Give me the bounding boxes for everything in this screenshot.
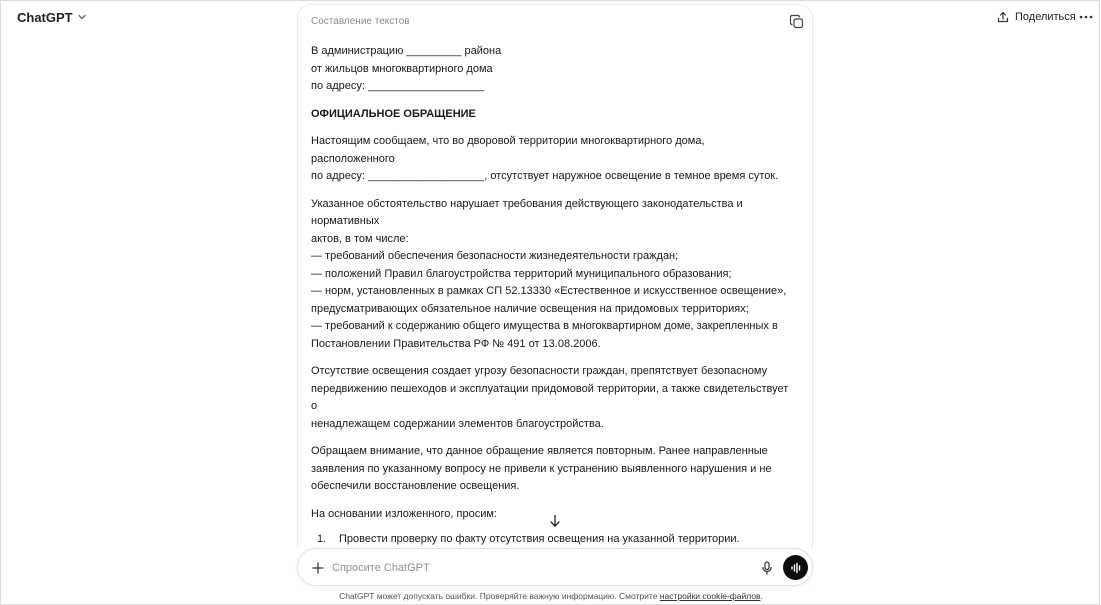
paragraph-line: — норм, установленных в рамках СП 52.13330 «Естественное и искусственное освещение»,	[311, 285, 787, 297]
add-attachment-button[interactable]	[308, 558, 328, 578]
copy-icon[interactable]	[789, 14, 805, 30]
chevron-down-icon	[77, 12, 87, 22]
plus-icon	[312, 562, 324, 574]
prompt-input[interactable]	[332, 558, 752, 578]
paragraph-line: передвижению пешеходов и эксплуатации придомовой территории, а также свидетельствует о	[311, 382, 789, 412]
arrow-down-icon	[549, 514, 561, 528]
paragraph-line: ненадлежащем содержании элементов благоустройства.	[311, 417, 604, 430]
paragraph-line: Обращаем внимание, что данное обращение является повторным. Ранее направленные	[311, 445, 768, 457]
more-icon	[1079, 15, 1093, 19]
paragraph-line: предусматривающих обязательное наличие освещения на придомовых территориях;	[311, 302, 749, 315]
dictate-button[interactable]	[758, 559, 776, 577]
mic-icon	[761, 561, 773, 575]
model-name: ChatGPT	[17, 9, 73, 25]
address-line: В администрацию _________ района	[311, 45, 502, 57]
paragraph-line: обеспечили восстановление освещения.	[311, 480, 520, 492]
address-line: по адресу: ___________________	[311, 80, 485, 92]
share-label: Поделиться	[1015, 11, 1076, 23]
paragraph-line: актов, в том числе:	[311, 232, 409, 245]
disclaimer-text: ChatGPT может допускать ошибки. Проверяйте важную информацию. Смотрите	[339, 591, 660, 601]
share-button[interactable]	[991, 6, 1082, 28]
canvas-panel	[297, 4, 813, 549]
paragraph-line: На основании изложенного, просим:	[311, 507, 497, 520]
address-line: от жильцов многоквартирного дома	[311, 62, 493, 75]
paragraph-line: Отсутствие освещения создает угрозу безопасности граждан, препятствует безопасному	[311, 365, 768, 377]
model-switcher[interactable]	[11, 7, 93, 27]
paragraph-line: — положений Правил благоустройства территорий муниципального образования;	[311, 267, 732, 280]
list-text: Провести проверку по факту отсутствия освещения на указанной территории.	[339, 533, 740, 545]
paragraph-line: — требований к содержанию общего имущества в многоквартирном доме, закрепленных в	[311, 320, 778, 332]
composer	[297, 548, 813, 586]
scroll-to-bottom-button[interactable]	[545, 511, 565, 531]
list-item	[311, 531, 789, 549]
list-number: 1.	[317, 533, 327, 545]
paragraph-line: Настоящим сообщаем, что во дворовой территории многоквартирного дома, расположенного	[311, 135, 705, 165]
cookie-settings-link[interactable]: настройки cookie-файлов	[659, 591, 761, 601]
canvas-title: Составление текстов	[311, 16, 410, 27]
voice-mode-icon	[790, 562, 802, 574]
paragraph-line: заявления по указанному вопросу не привели к устранению выявленного нарушения и не	[311, 462, 772, 475]
disclaimer-end: .	[760, 591, 763, 601]
share-icon	[997, 11, 1009, 23]
voice-mode-button[interactable]	[783, 555, 808, 580]
canvas-header	[298, 5, 812, 39]
paragraph-line: Постановлении Правительства РФ № 491 от 13.08.2006.	[311, 337, 601, 350]
document-heading: ОФИЦИАЛЬНОЕ ОБРАЩЕНИЕ	[311, 107, 476, 120]
paragraph-line: — требований обеспечения безопасности жизнедеятельности граждан;	[311, 250, 679, 262]
disclaimer	[1, 591, 1101, 601]
document-body[interactable]	[311, 43, 789, 584]
more-options-button[interactable]	[1075, 6, 1097, 28]
paragraph-line: по адресу: ___________________, отсутствует наружное освещение в темное время суток.	[311, 170, 779, 182]
paragraph-line: Указанное обстоятельство нарушает требования действующего законодательства и нормативных	[311, 197, 743, 227]
